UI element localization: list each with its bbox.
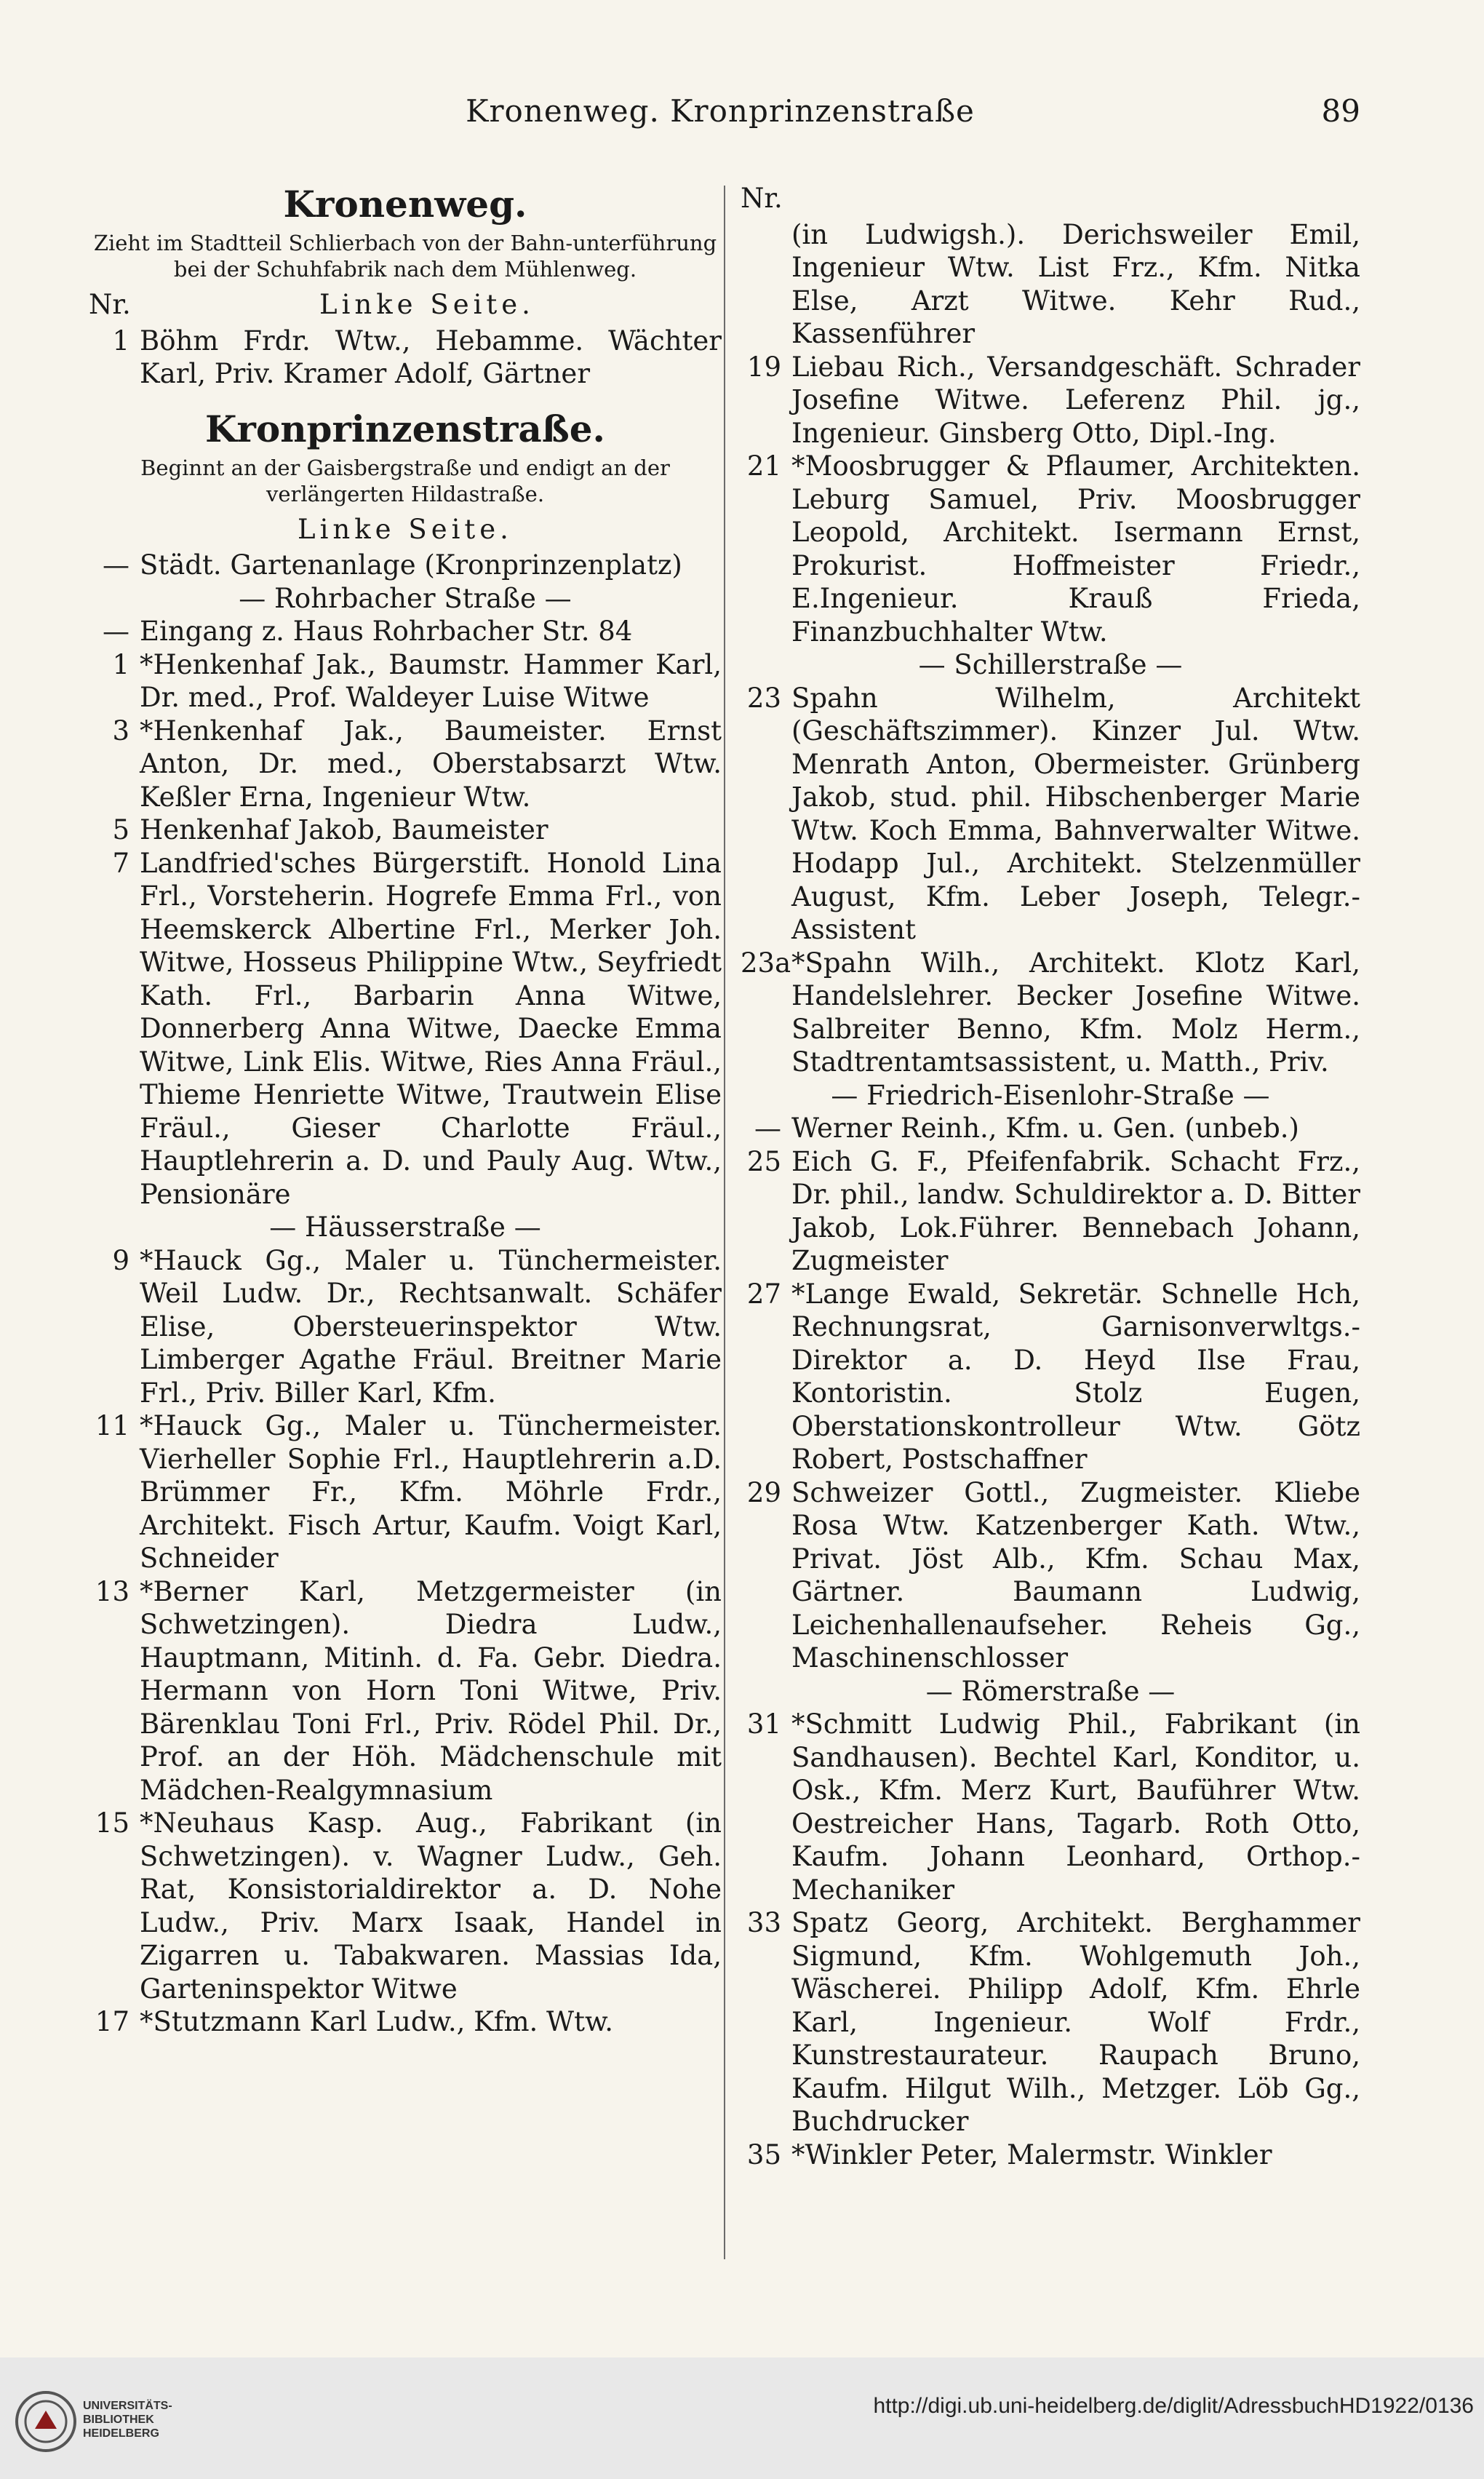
resident-list: *Henkenhaf Jak., Baumeister. Ernst Anton, Dr. med., Oberstabsarzt Wtw. Keßler Erna, Ingenieur Wtw. — [140, 715, 722, 813]
house-number: 27 — [746, 1278, 781, 1310]
resident-list: Henkenhaf Jakob, Baumeister — [140, 814, 548, 845]
house-number: 19 — [746, 351, 781, 383]
resident-list: *Berner Karl, Metzgermeister (in Schwetzingen). Diedra Ludw., Hauptmann, Mitinh. d. Fa. Gebr. Diedra. Hermann von Horn Toni Witwe, Priv. Bärenklau Toni Frl., Priv. Rödel Phil. Dr., Prof. an der Höh. Mädchenschule mit Mädchen-Realgymnasium — [140, 1575, 722, 1806]
logo-line: HEIDELBERG — [83, 2427, 159, 2440]
house-number: 29 — [746, 1476, 781, 1508]
house-number: 11 — [95, 1410, 129, 1441]
street-description-kronenweg: Zieht im Stadtteil Schlierbach von der Bahn-unterführung bei der Schuhfabrik nach dem Mühlenweg. — [93, 231, 717, 282]
resident-list: Spahn Wilhelm, Architekt (Geschäftszimmer). Kinzer Jul. Wtw. Menrath Anton, Obermeister. Grünberg Jakob, stud. phil. Hibschenberger Marie Wtw. Koch Emma, Bahnverwalter Witwe. Hodapp Jul., Architekt. Stelzenmüller August, Kfm. Leber Joseph, Telegr.-Assistent — [791, 682, 1360, 945]
address-entry — [89, 715, 722, 814]
right-column — [741, 182, 1360, 2171]
cross-street-marker: — Rohrbacher Straße — — [239, 582, 572, 614]
cross-street-marker: — Schillerstraße — — [918, 649, 1183, 680]
address-entry — [741, 2138, 1360, 2172]
cross-street-marker: — Römerstraße — — [925, 1675, 1176, 1707]
house-number: — — [754, 1113, 781, 1144]
address-entry — [741, 351, 1360, 450]
address-entry — [89, 615, 722, 648]
house-number: 5 — [112, 814, 129, 845]
address-entry — [741, 1476, 1360, 1675]
resident-list: *Lange Ewald, Sekretär. Schnelle Hch, Rechnungsrat, Garnisonverwltgs.-Direktor a. D. Heyd Ilse Frau, Kontoristin. Stolz Eugen, Oberstationskontrolleur Wtw. Götz Robert, Postschaffner — [791, 1278, 1360, 1475]
left-column — [89, 182, 722, 2039]
address-entry — [89, 1244, 722, 1410]
resident-list: *Schmitt Ludwig Phil., Fabrikant (in Sandhausen). Bechtel Karl, Konditor, u. Osk., Kfm. Merz Kurt, Bauführer Wtw. Oestreicher Hans, Tagarb. Roth Otto, Kaufm. Johann Leonhard, Orthop.-Mechaniker — [791, 1708, 1360, 1906]
address-entry — [89, 847, 722, 1211]
resident-list: *Spahn Wilh., Architekt. Klotz Karl, Handelslehrer. Becker Josefine Witwe. Salbreiter Benno, Kfm. Molz Herm., Stadtrentamtsassistent, u. Matth., Priv. — [791, 947, 1360, 1078]
address-entry — [741, 682, 1360, 947]
source-url-link[interactable]: http://digi.ub.uni-heidelberg.de/diglit/AdressbuchHD1922/0136 — [873, 2394, 1474, 2418]
resident-list: Landfried'sches Bürgerstift. Honold Lina Frl., Vorsteherin. Hogrefe Emma Frl., von Heemskerck Albertine Frl., Merker Joh. Witwe, Hosseus Philippine Wtw., Seyfriedt Kath. Frl., Barbarin Anna Witwe, Donnerberg Anna Witwe, Daecke Emma Witwe, Link Elis. Witwe, Ries Anna Fräul., Thieme Henriette Witwe, Trautwein Elise Fräul., Gieser Charlotte Fräul., Hauptlehrerin a. D. und Pauly Aug. Wtw., Pensionäre — [140, 847, 722, 1210]
address-entry — [741, 450, 1360, 648]
address-entry — [741, 218, 1360, 351]
running-title: Kronenweg. Kronprinzenstraße — [466, 93, 975, 129]
page-number: 89 — [1321, 93, 1360, 129]
street-description-kronprinzenstrasse: Beginnt an der Gaisbergstraße und endigt an der verlängerten Hildastraße. — [140, 455, 670, 506]
address-entry — [741, 1906, 1360, 2138]
resident-list: Böhm Frdr. Wtw., Hebamme. Wächter Karl, Priv. Kramer Adolf, Gärtner — [140, 325, 722, 389]
side-label: Linke Seite. — [298, 513, 513, 545]
house-number: 15 — [95, 1807, 129, 1839]
resident-list: *Hauck Gg., Maler u. Tünchermeister. Vierheller Sophie Frl., Hauptlehrerin a.D. Brümmer Fr., Kfm. Möhrle Frdr., Architekt. Fisch Artur, Kaufm. Voigt Karl, Schneider — [140, 1410, 722, 1574]
house-number: 1 — [112, 648, 129, 680]
footer-bar — [0, 2357, 1484, 2479]
side-label: Linke Seite. — [319, 289, 535, 320]
library-seal-icon — [13, 2389, 79, 2454]
house-number: — — [103, 616, 129, 647]
address-entry — [89, 2005, 722, 2039]
resident-list: Eich G. F., Pfeifenfabrik. Schacht Frz., Dr. phil., landw. Schuldirektor a. D. Bitter Jakob, Lok.Führer. Bennebach Johann, Zugmeister — [791, 1145, 1360, 1276]
nr-label: Nr. — [89, 289, 131, 320]
library-logo[interactable] — [13, 2383, 188, 2456]
address-entry — [89, 1575, 722, 1807]
entry-list-kronprinzenstrasse — [89, 549, 722, 2039]
house-number: 17 — [95, 2006, 129, 2037]
resident-list: *Henkenhaf Jak., Baumstr. Hammer Karl, Dr. med., Prof. Waldeyer Luise Witwe — [140, 648, 722, 713]
house-number: 7 — [112, 847, 129, 879]
nr-label: Nr. — [741, 183, 783, 214]
cross-street-marker: — Friedrich-Eisenlohr-Straße — — [831, 1079, 1270, 1111]
address-entry — [741, 1278, 1360, 1476]
entry-list-kronprinzenstrasse-continued — [741, 218, 1360, 2172]
address-entry — [741, 1708, 1360, 1906]
resident-list: Eingang z. Haus Rohrbacher Str. 84 — [140, 616, 633, 647]
entry-list-kronenweg — [89, 325, 722, 391]
logo-line: BIBLIOTHEK — [83, 2414, 154, 2426]
house-number: 3 — [112, 715, 129, 747]
house-number: 31 — [746, 1708, 781, 1740]
address-entry — [89, 325, 722, 391]
house-number: 23 — [746, 682, 781, 714]
street-title-kronenweg: Kronenweg. — [283, 183, 527, 226]
address-entry — [741, 1145, 1360, 1278]
address-entry — [89, 549, 722, 582]
house-number: 33 — [746, 1907, 781, 1938]
address-entry — [741, 947, 1360, 1079]
cross-street-marker: — Häusserstraße — — [269, 1211, 541, 1243]
page-header — [80, 93, 1360, 144]
resident-list: Werner Reinh., Kfm. u. Gen. (unbeb.) — [791, 1113, 1299, 1144]
side-heading — [89, 288, 722, 322]
address-entry — [89, 813, 722, 847]
house-number: 23a — [741, 947, 791, 979]
resident-list: Spatz Georg, Architekt. Berghammer Sigmund, Kfm. Wohlgemuth Joh., Wäscherei. Philipp Adolf, Kfm. Ehrle Karl, Ingenieur. Wolf Frdr., Kunstrestaurateur. Raupach Bruno, Kaufm. Hilgut Wilh., Metzger. Löb Gg., Buchdrucker — [791, 1907, 1360, 2137]
logo-line: UNIVERSITÄTS- — [83, 2400, 172, 2412]
resident-list: Städt. Gartenanlage (Kronprinzenplatz) — [140, 549, 682, 581]
library-name — [83, 2399, 172, 2440]
house-number: 35 — [746, 2138, 781, 2170]
resident-list: *Winkler Peter, Malermstr. Winkler — [791, 2138, 1272, 2170]
resident-list: Schweizer Gottl., Zugmeister. Kliebe Rosa Wtw. Katzenberger Kath. Wtw., Privat. Jöst Alb., Kfm. Schau Max, Gärtner. Baumann Ludwig, Leichenhallenaufseher. Reheis Gg., Maschinenschlosser — [791, 1476, 1360, 1674]
resident-list: (in Ludwigsh.). Derichsweiler Emil, Ingenieur Wtw. List Frz., Kfm. Nitka Else, Arzt Witwe. Kehr Rud., Kassenführer — [791, 218, 1360, 349]
resident-list: *Moosbrugger & Pflaumer, Architekten. Leburg Samuel, Priv. Moosbrugger Leopold, Architekt. Isermann Ernst, Prokurist. Hoffmeister Friedr., E.Ingenieur. Krauß Frieda, Finanzbuchhalter Wtw. — [791, 450, 1360, 648]
side-heading — [89, 513, 722, 546]
resident-list: *Neuhaus Kasp. Aug., Fabrikant (in Schwetzingen). v. Wagner Ludw., Geh. Rat, Konsistorialdirektor a. D. Nohe Ludw., Priv. Marx Isaak, Handel in Zigarren u. Tabakwaren. Massias Ida, Garteninspektor Witwe — [140, 1807, 722, 2005]
address-entry — [89, 1409, 722, 1575]
house-number: 13 — [95, 1575, 129, 1607]
house-number: 1 — [112, 325, 129, 357]
resident-list: *Stutzmann Karl Ludw., Kfm. Wtw. — [140, 2006, 613, 2037]
address-entry — [89, 648, 722, 715]
resident-list: Liebau Rich., Versandgeschäft. Schrader Josefine Witwe. Leferenz Phil. jg., Ingenieur. Ginsberg Otto, Dipl.-Ing. — [791, 351, 1360, 449]
house-number: 21 — [746, 450, 781, 482]
street-title-kronprinzenstrasse: Kronprinzenstraße. — [205, 407, 605, 450]
address-entry — [741, 1112, 1360, 1145]
resident-list: *Hauck Gg., Maler u. Tünchermeister. Weil Ludw. Dr., Rechtsanwalt. Schäfer Elise, Obersteuerinspektor Wtw. Limberger Agathe Fräul. Breitner Marie Frl., Priv. Biller Karl, Kfm. — [140, 1244, 722, 1409]
house-number: — — [103, 549, 129, 581]
address-entry — [89, 1807, 722, 2005]
column-divider — [724, 186, 725, 2259]
house-number: 25 — [746, 1145, 781, 1177]
house-number: 9 — [112, 1244, 129, 1276]
